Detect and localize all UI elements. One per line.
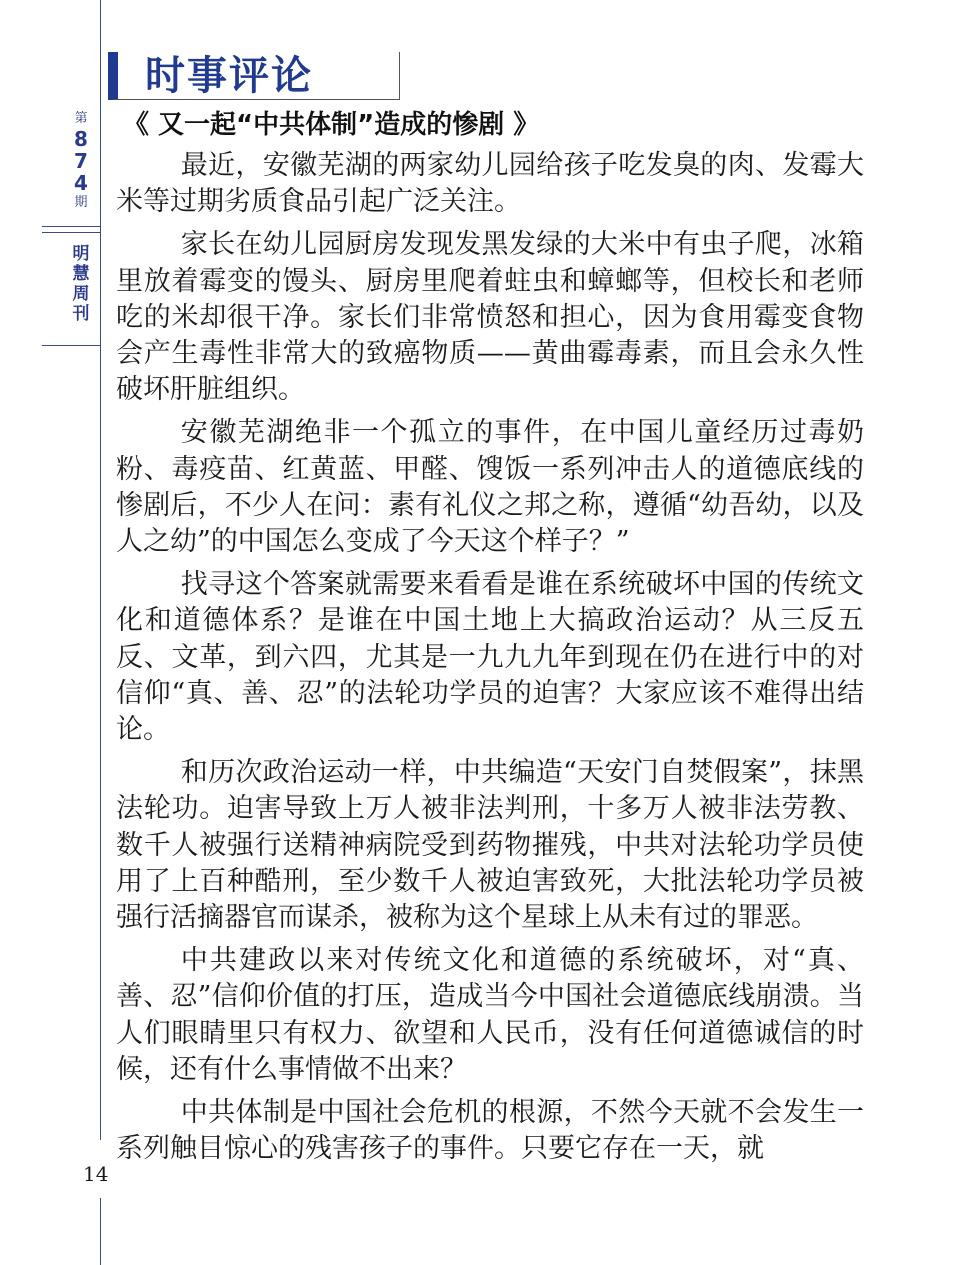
- sidebar-divider: [42, 232, 100, 233]
- article-paragraph: 中共体制是中国社会危机的根源，不然今天就不会发生一系列触目惊心的残害孩子的事件。只要它存在一天，就: [116, 1097, 864, 1165]
- article-paragraph: 找寻这个答案就需要来看看是谁在系统破坏中国的传统文化和道德体系？是谁在中国土地上大搞政治运动？从三反五反、文革，到六四，尤其是一九九九年到现在仍在进行中的对信仰“真、善、忍”的法轮功学员的迫害？大家应该不难得出结论。: [116, 569, 864, 746]
- section-title: 时事评论: [145, 53, 313, 99]
- article-paragraph: 家长在幼儿园厨房发现发黑发绿的大米中有虫子爬，冰箱里放着霉变的馒头、厨房里爬着蛀虫和蟑螂等，但校长和老师吃的米却很干净。家长们非常愤怒和担心，因为食用霉变食物会产生毒性非常大的致癌物质——黄曲霉毒素，而且会永久性破坏肝脏组织。: [116, 229, 864, 406]
- issue-digit: 4: [74, 171, 88, 195]
- magazine-char: 慧: [72, 264, 90, 284]
- magazine-char: 周: [72, 284, 90, 304]
- article-paragraph: 中共建政以来对传统文化和道德的系统破坏，对“真、善、忍”信仰价值的打压，造成当今中国社会道德底线崩溃。当人们眼睛里只有权力、欲望和人民币，没有任何道德诚信的时候，还有什么事情做不出来？: [116, 945, 864, 1085]
- article-paragraph: 和历次政治运动一样，中共编造“天安门自焚假案”，抹黑法轮功。迫害导致上万人被非法判刑，十多万人被非法劳教、数千人被强行送精神病院受到药物摧残，中共对法轮功学员使用了上百种酷刑，至少数千人被迫害致死，大批法轮功学员被强行活摘器官而谋杀，被称为这个星球上从未有过的罪恶。: [116, 757, 864, 934]
- margin-rule-lower: [100, 1198, 101, 1265]
- article-paragraph: 最近，安徽芜湖的两家幼儿园给孩子吃发臭的肉、发霉大米等过期劣质食品引起广泛关注。: [116, 150, 864, 218]
- article-body: [116, 148, 864, 1174]
- article-headline: 《 又一起“中共体制”造成的惨剧 》: [123, 110, 540, 140]
- issue-digit: 8: [74, 127, 88, 151]
- issue-digit: 7: [74, 149, 88, 173]
- sidebar-divider: [42, 226, 100, 227]
- magazine-name: [62, 244, 100, 324]
- page-number: 14: [83, 1162, 109, 1186]
- article-paragraph: 安徽芜湖绝非一个孤立的事件，在中国儿童经历过毒奶粉、毒疫苗、红黄蓝、甲醛、馊饭一系列冲击人的道德底线的惨剧后，不少人在问：素有礼仪之邦之称，遵循“幼吾幼，以及人之幼”的中国怎么变成了今天这个样子？”: [116, 417, 864, 558]
- issue-suffix: 期: [74, 195, 88, 210]
- sidebar-divider: [42, 345, 100, 346]
- magazine-char: 明: [72, 244, 90, 264]
- magazine-char: 刊: [72, 304, 90, 324]
- margin-rule: [100, 0, 101, 1140]
- issue-number: [62, 110, 100, 212]
- issue-prefix: 第: [74, 111, 88, 126]
